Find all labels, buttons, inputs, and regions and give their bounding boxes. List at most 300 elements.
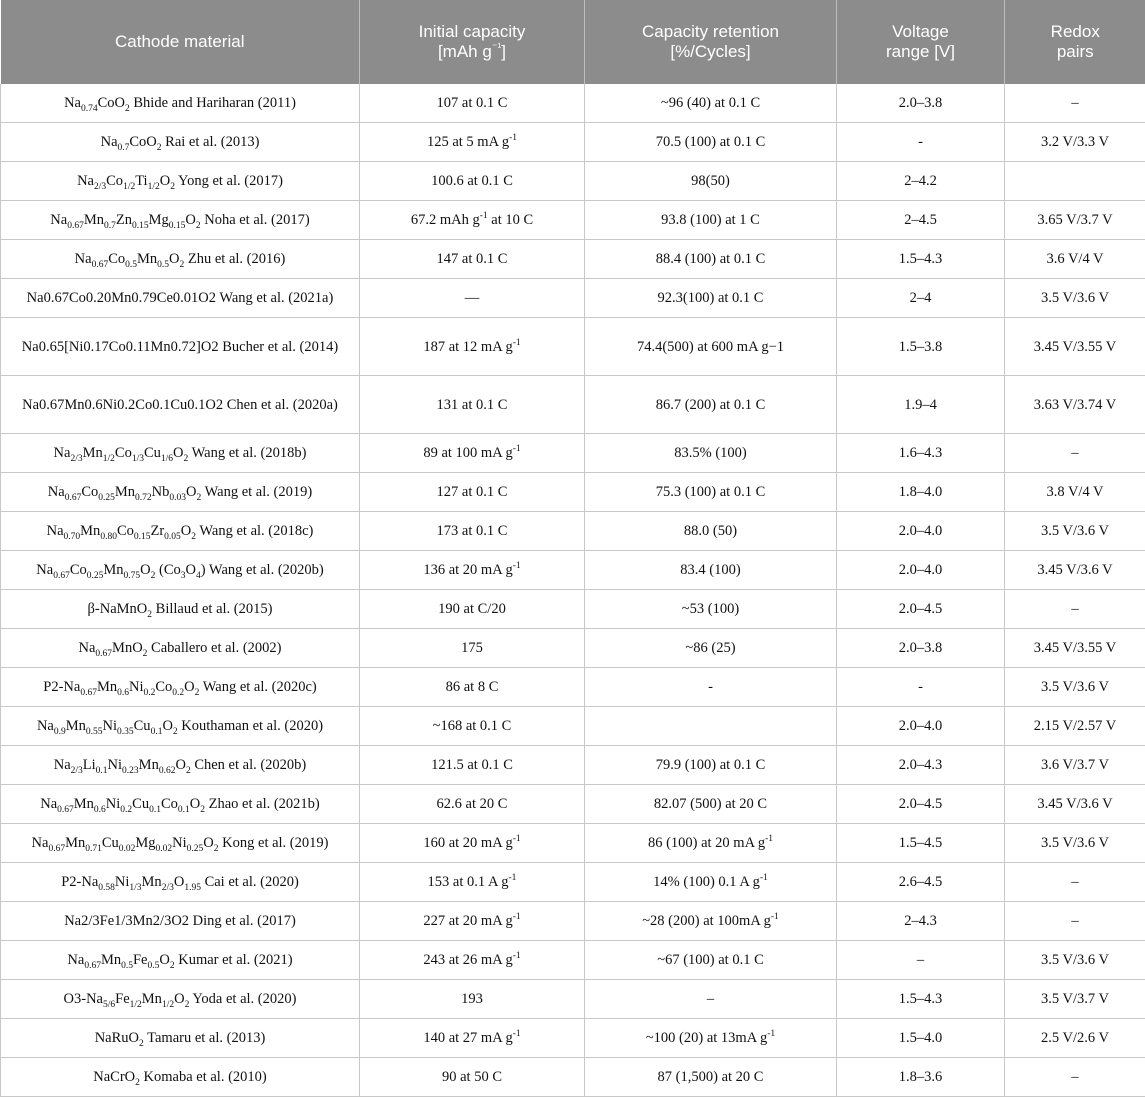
cell-cathode-material-segment: Yoda et al. (2020): [189, 991, 296, 1007]
cell-redox-pairs: 3.5 V/3.6 V: [1005, 512, 1145, 551]
cell-voltage-range: 1.6–4.3: [837, 434, 1005, 473]
cell-cathode-material-segment: Na0.65[Ni0.17Co0.11Mn0.72]O2 Bucher et al. (2014): [22, 339, 338, 355]
cell-cathode-material-segment: Na: [50, 212, 67, 228]
cell-voltage-range: 2.0–3.8: [837, 629, 1005, 668]
cell-initial-capacity: [360, 668, 585, 707]
cell-cathode-material-segment: 0.67: [48, 844, 65, 854]
cell-cathode-material: [1, 279, 360, 318]
cell-cathode-material-segment: O: [159, 952, 169, 968]
cell-initial-capacity: [360, 473, 585, 512]
cell-cathode-material: [1, 376, 360, 434]
cell-cathode-material-segment: 0.25: [98, 493, 115, 503]
cell-cathode-material-segment: 1.95: [184, 883, 201, 893]
cell-cathode-material-segment: 2: [184, 454, 189, 464]
cell-cathode-material-segment: Ni: [108, 757, 123, 773]
cell-cathode-material-segment: Cai et al. (2020): [201, 874, 299, 890]
cell-redox-pairs: 3.45 V/3.55 V: [1005, 318, 1145, 376]
table-row: [1, 785, 1145, 824]
table-row: [1, 240, 1145, 279]
table-row: [1, 629, 1145, 668]
cell-cathode-material-segment: CoO: [129, 134, 156, 150]
cell-capacity-retention: [585, 902, 837, 941]
cell-redox-pairs: –: [1005, 1058, 1145, 1097]
cell-cathode-material: [1, 512, 360, 551]
header-text: Voltage: [892, 22, 949, 41]
header-initial-capacity: [360, 0, 585, 84]
cell-cathode-material-segment: Na: [54, 445, 71, 461]
cell-initial-capacity: [360, 240, 585, 279]
cell-capacity-retention-segment: 86.7 (200) at 0.1 C: [656, 397, 766, 413]
cell-capacity-retention-segment: -1: [767, 1029, 775, 1039]
cell-cathode-material-segment: Cu: [144, 445, 161, 461]
cell-cathode-material: [1, 434, 360, 473]
cell-cathode-material-segment: Mn: [137, 251, 157, 267]
cell-initial-capacity-segment: 173 at 0.1 C: [437, 523, 508, 539]
cell-capacity-retention-segment: 75.3 (100) at 0.1 C: [656, 484, 766, 500]
cell-cathode-material-segment: Fe: [133, 952, 148, 968]
cell-cathode-material-segment: Co: [117, 523, 134, 539]
cell-initial-capacity: [360, 162, 585, 201]
cell-initial-capacity-segment: 187 at 12 mA g: [423, 339, 512, 355]
cell-capacity-retention: [585, 824, 837, 863]
cell-cathode-material-segment: 2/3: [162, 883, 174, 893]
cell-cathode-material: [1, 123, 360, 162]
cell-cathode-material-segment: 2: [200, 805, 205, 815]
cell-cathode-material-segment: Cu: [134, 718, 151, 734]
cell-cathode-material-segment: 2: [197, 493, 202, 503]
cell-initial-capacity: [360, 279, 585, 318]
cell-capacity-retention-segment: ~28 (200) at 100mA g: [642, 913, 771, 929]
cell-cathode-material-segment: 0.2: [143, 688, 155, 698]
cell-cathode-material-segment: 2: [173, 727, 178, 737]
cell-initial-capacity-segment: 175: [461, 640, 483, 656]
cell-redox-pairs: 3.45 V/3.55 V: [1005, 629, 1145, 668]
cell-redox-pairs: 3.65 V/3.7 V: [1005, 201, 1145, 240]
cell-cathode-material-segment: 0.67: [67, 221, 84, 231]
cell-cathode-material-segment: O: [184, 679, 194, 695]
cell-redox-pairs: 3.6 V/3.7 V: [1005, 746, 1145, 785]
cell-cathode-material-segment: 0.67: [65, 493, 82, 503]
cell-cathode-material-segment: P2-Na: [61, 874, 98, 890]
cell-voltage-range: 1.5–4.3: [837, 980, 1005, 1019]
cell-redox-pairs: –: [1005, 84, 1145, 123]
cell-cathode-material-segment: O: [169, 251, 179, 267]
cell-cathode-material-segment: Noha et al. (2017): [201, 212, 310, 228]
cell-cathode-material-segment: Co: [161, 796, 178, 812]
cell-cathode-material-segment: 1/2: [148, 182, 160, 192]
cell-capacity-retention: [585, 785, 837, 824]
cell-capacity-retention-segment: –: [707, 991, 714, 1007]
cell-cathode-material: [1, 902, 360, 941]
table-header: [1, 0, 1145, 84]
cell-capacity-retention: [585, 980, 837, 1019]
cell-cathode-material-segment: Na: [32, 835, 49, 851]
cell-cathode-material-segment: 1/3: [132, 454, 144, 464]
cell-cathode-material-segment: Na: [36, 562, 53, 578]
header-text: range [V]: [886, 42, 955, 61]
table-row: [1, 902, 1145, 941]
cell-initial-capacity-segment: 243 at 26 mA g: [423, 952, 512, 968]
cell-voltage-range: 2.6–4.5: [837, 863, 1005, 902]
cell-cathode-material: [1, 629, 360, 668]
cell-cathode-material-segment: Na2/3Fe1/3Mn2/3O2 Ding et al. (2017): [64, 913, 296, 929]
cell-voltage-range: 2–4: [837, 279, 1005, 318]
cell-capacity-retention: [585, 863, 837, 902]
cell-cathode-material-segment: 0.7: [104, 221, 116, 231]
cell-initial-capacity-segment: -1: [513, 444, 521, 454]
cell-initial-capacity-segment: 62.6 at 20 C: [437, 796, 508, 812]
cell-cathode-material-segment: Mn: [97, 679, 117, 695]
cell-cathode-material-segment: 2: [125, 104, 130, 114]
cell-cathode-material-segment: 2: [170, 182, 175, 192]
cell-capacity-retention-segment: -1: [760, 873, 768, 883]
table-row: [1, 162, 1145, 201]
cell-cathode-material-segment: Ni: [115, 874, 130, 890]
cell-cathode-material-segment: NaCrO: [93, 1069, 135, 1085]
cell-cathode-material: [1, 707, 360, 746]
cell-voltage-range: 1.9–4: [837, 376, 1005, 434]
cell-cathode-material-segment: 2: [185, 1000, 190, 1010]
cell-capacity-retention: [585, 123, 837, 162]
cell-cathode-material-segment: Mn: [101, 952, 121, 968]
cell-cathode-material-segment: 0.2: [120, 805, 132, 815]
cell-cathode-material-segment: Na: [77, 173, 94, 189]
cell-cathode-material-segment: 2: [139, 1039, 144, 1049]
header-text: Cathode material: [115, 32, 244, 51]
table-row: [1, 1019, 1145, 1058]
cell-voltage-range: 2–4.5: [837, 201, 1005, 240]
cell-cathode-material-segment: 0.02: [156, 844, 173, 854]
cell-cathode-material-segment: 0.15: [132, 221, 149, 231]
cell-initial-capacity: [360, 746, 585, 785]
cell-initial-capacity-segment: ~168 at 0.1 C: [433, 718, 512, 734]
cell-voltage-range: -: [837, 668, 1005, 707]
cell-cathode-material-segment: 2: [180, 260, 185, 270]
cell-initial-capacity-segment: 131 at 0.1 C: [437, 397, 508, 413]
cell-cathode-material-segment: 0.62: [159, 766, 176, 776]
cell-capacity-retention: [585, 473, 837, 512]
cell-cathode-material-segment: 2/3: [71, 766, 83, 776]
cell-cathode-material-segment: Kumar et al. (2021): [175, 952, 293, 968]
cell-voltage-range: 1.8–3.6: [837, 1058, 1005, 1097]
cell-cathode-material-segment: 0.1: [151, 727, 163, 737]
cell-cathode-material-segment: 5/6: [103, 1000, 115, 1010]
cell-initial-capacity-segment: 136 at 20 mA g: [423, 562, 512, 578]
cell-cathode-material-segment: 3: [181, 571, 186, 581]
cell-cathode-material: [1, 863, 360, 902]
cell-initial-capacity: [360, 863, 585, 902]
cell-initial-capacity-segment: 121.5 at 0.1 C: [431, 757, 513, 773]
cell-capacity-retention: [585, 746, 837, 785]
cell-cathode-material: [1, 162, 360, 201]
cell-cathode-material-segment: 1/2: [103, 454, 115, 464]
table-row: [1, 279, 1145, 318]
cell-initial-capacity-segment: 153 at 0.1 A g: [428, 874, 509, 890]
cell-cathode-material-segment: 0.6: [94, 805, 106, 815]
cell-cathode-material-segment: 0.5: [125, 260, 137, 270]
cell-cathode-material: [1, 980, 360, 1019]
cell-redox-pairs: 3.5 V/3.6 V: [1005, 279, 1145, 318]
cell-capacity-retention: [585, 1019, 837, 1058]
cell-initial-capacity-segment: -1: [509, 873, 517, 883]
cell-initial-capacity-segment: 125 at 5 mA g: [427, 134, 509, 150]
cell-initial-capacity-segment: -1: [513, 834, 521, 844]
cell-initial-capacity: [360, 824, 585, 863]
header-text: [mAh g: [438, 42, 492, 61]
header-text: [%/Cycles]: [670, 42, 750, 61]
cell-cathode-material-segment: 1/2: [130, 1000, 142, 1010]
cell-cathode-material-segment: Co: [81, 484, 98, 500]
cell-capacity-retention-segment: -: [708, 679, 713, 695]
cell-cathode-material-segment: Mg: [135, 835, 155, 851]
cell-capacity-retention-segment: 88.0 (50): [684, 523, 737, 539]
table-row: [1, 434, 1145, 473]
cell-cathode-material-segment: 0.1: [149, 805, 161, 815]
cell-cathode-material-segment: P2-Na: [43, 679, 80, 695]
cell-initial-capacity-segment: 86 at 8 C: [446, 679, 499, 695]
cell-cathode-material: [1, 746, 360, 785]
cell-initial-capacity-segment: -1: [513, 561, 521, 571]
cell-cathode-material-segment: Na: [54, 757, 71, 773]
cell-cathode-material-segment: Tamaru et al. (2013): [144, 1030, 266, 1046]
cell-cathode-material-segment: 0.71: [85, 844, 102, 854]
cell-capacity-retention: [585, 162, 837, 201]
cell-cathode-material-segment: O: [140, 562, 150, 578]
cell-redox-pairs: –: [1005, 902, 1145, 941]
cell-cathode-material-segment: Na: [101, 134, 118, 150]
cell-cathode-material-segment: Kong et al. (2019): [219, 835, 329, 851]
cell-cathode-material-segment: 0.80: [100, 532, 117, 542]
cell-cathode-material-segment: Zhao et al. (2021b): [205, 796, 320, 812]
cell-cathode-material-segment: Zhu et al. (2016): [184, 251, 285, 267]
cell-initial-capacity: [360, 318, 585, 376]
cell-cathode-material-segment: Mn: [84, 212, 104, 228]
cell-cathode-material-segment: Cu: [102, 835, 119, 851]
cell-cathode-material-segment: 2/3: [94, 182, 106, 192]
cell-cathode-material-segment: Li: [83, 757, 96, 773]
table-row: [1, 824, 1145, 863]
cell-initial-capacity: [360, 941, 585, 980]
cell-capacity-retention: [585, 512, 837, 551]
cell-cathode-material-segment: Co: [106, 173, 123, 189]
cell-voltage-range: 2.0–4.0: [837, 707, 1005, 746]
cell-initial-capacity: [360, 551, 585, 590]
cell-cathode-material-segment: 2: [170, 961, 175, 971]
cell-capacity-retention: [585, 668, 837, 707]
cell-capacity-retention-segment: ~53 (100): [682, 601, 739, 617]
cell-cathode-material-segment: 2: [191, 532, 196, 542]
cell-cathode-material-segment: Zr: [150, 523, 164, 539]
cell-voltage-range: 2.0–4.0: [837, 512, 1005, 551]
cell-initial-capacity-segment: 227 at 20 mA g: [423, 913, 512, 929]
cell-cathode-material-segment: 2: [195, 688, 200, 698]
cell-cathode-material-segment: 0.25: [187, 844, 204, 854]
cell-cathode-material-segment: Mn: [142, 874, 162, 890]
cell-cathode-material-segment: 2: [151, 571, 156, 581]
cell-cathode-material-segment: 0.58: [98, 883, 115, 893]
cell-cathode-material-segment: NaRuO: [95, 1030, 139, 1046]
cell-cathode-material-segment: Wang et al. (2019): [201, 484, 312, 500]
cell-capacity-retention: [585, 240, 837, 279]
cell-voltage-range: 2.0–4.3: [837, 746, 1005, 785]
table-row: [1, 318, 1145, 376]
cell-cathode-material-segment: 2/3: [70, 454, 82, 464]
cell-cathode-material-segment: Na: [40, 796, 57, 812]
cell-cathode-material-segment: β-NaMnO: [88, 601, 148, 617]
cell-cathode-material-segment: Mg: [149, 212, 169, 228]
cell-cathode-material: [1, 824, 360, 863]
cell-cathode-material-segment: O: [174, 991, 184, 1007]
cell-initial-capacity: [360, 123, 585, 162]
cell-cathode-material-segment: Ni: [129, 679, 144, 695]
cell-capacity-retention-segment: 70.5 (100) at 0.1 C: [656, 134, 766, 150]
table-row: [1, 980, 1145, 1019]
table-row: [1, 746, 1145, 785]
cell-cathode-material-segment: CoO: [98, 95, 125, 111]
cell-cathode-material-segment: ) Wang et al. (2020b): [201, 562, 324, 578]
cell-capacity-retention-segment: 14% (100) 0.1 A g: [653, 874, 760, 890]
cell-voltage-range: 1.5–4.0: [837, 1019, 1005, 1058]
cell-voltage-range: 1.5–4.3: [837, 240, 1005, 279]
table-row: [1, 201, 1145, 240]
cell-voltage-range: 2.0–4.0: [837, 551, 1005, 590]
cell-cathode-material-segment: 0.5: [147, 961, 159, 971]
cell-cathode-material-segment: O: [203, 835, 213, 851]
cell-cathode-material-segment: Wang et al. (2018b): [188, 445, 306, 461]
cell-redox-pairs: –: [1005, 863, 1145, 902]
cell-initial-capacity: [360, 1019, 585, 1058]
cell-cathode-material-segment: Billaud et al. (2015): [152, 601, 272, 617]
cell-cathode-material-segment: Na: [48, 484, 65, 500]
cell-redox-pairs: 2.5 V/2.6 V: [1005, 1019, 1145, 1058]
cell-cathode-material-segment: Bhide and Hariharan (2011): [130, 95, 296, 111]
cell-cathode-material: [1, 1058, 360, 1097]
cell-cathode-material-segment: 0.7: [118, 143, 130, 153]
cell-cathode-material-segment: Na: [67, 952, 84, 968]
cell-cathode-material-segment: Mn: [80, 523, 100, 539]
cell-cathode-material-segment: Zn: [116, 212, 132, 228]
cell-cathode-material-segment: 2: [157, 143, 162, 153]
cell-cathode-material: [1, 473, 360, 512]
cell-capacity-retention-segment: 92.3(100) at 0.1 C: [658, 290, 764, 306]
cell-cathode-material-segment: Kouthaman et al. (2020): [178, 718, 323, 734]
cell-initial-capacity-segment: 107 at 0.1 C: [437, 95, 508, 111]
cell-initial-capacity: [360, 512, 585, 551]
header-cathode-material: [1, 0, 360, 84]
cell-cathode-material-segment: 0.67: [53, 571, 70, 581]
cell-capacity-retention: [585, 434, 837, 473]
cell-voltage-range: 2–4.3: [837, 902, 1005, 941]
cell-cathode-material-segment: 0.15: [169, 221, 186, 231]
table-row: [1, 941, 1145, 980]
cell-cathode-material-segment: MnO: [112, 640, 143, 656]
cell-cathode-material-segment: Ti: [135, 173, 147, 189]
header-text: ]: [501, 42, 506, 61]
cell-initial-capacity-segment: 140 at 27 mA g: [423, 1030, 512, 1046]
header-text: Initial capacity: [419, 22, 526, 41]
cell-cathode-material-segment: Ni: [106, 796, 121, 812]
cell-cathode-material-segment: Co: [155, 679, 172, 695]
cell-cathode-material-segment: O: [185, 212, 195, 228]
cell-initial-capacity-segment: -1: [513, 912, 521, 922]
cell-cathode-material-segment: 0.55: [86, 727, 103, 737]
header-text: Capacity retention: [642, 22, 779, 41]
cell-redox-pairs: 3.63 V/3.74 V: [1005, 376, 1145, 434]
cell-capacity-retention-segment: 93.8 (100) at 1 C: [661, 212, 760, 228]
cell-cathode-material-segment: 0.67: [84, 961, 101, 971]
cell-initial-capacity-segment: 100.6 at 0.1 C: [431, 173, 513, 189]
cell-cathode-material-segment: 2: [196, 221, 201, 231]
cell-cathode-material: [1, 590, 360, 629]
header-superscript: ⁻¹: [492, 41, 501, 53]
cell-initial-capacity-segment: at 10 C: [488, 212, 534, 228]
cell-capacity-retention-segment: 74.4(500) at 600 mA g−1: [637, 339, 784, 355]
cell-cathode-material-segment: 0.6: [117, 688, 129, 698]
cell-cathode-material-segment: Mn: [115, 484, 135, 500]
cell-cathode-material-segment: 0.67: [57, 805, 74, 815]
cell-voltage-range: -: [837, 123, 1005, 162]
cell-cathode-material-segment: Fe: [115, 991, 130, 1007]
cell-initial-capacity: [360, 785, 585, 824]
header-row: [1, 0, 1145, 84]
cell-cathode-material: [1, 1019, 360, 1058]
cell-cathode-material-segment: Caballero et al. (2002): [147, 640, 281, 656]
table-row: [1, 668, 1145, 707]
cell-redox-pairs: –: [1005, 590, 1145, 629]
cell-cathode-material-segment: 1/2: [123, 182, 135, 192]
cell-capacity-retention-segment: 98(50): [691, 173, 730, 189]
table-row: [1, 707, 1145, 746]
cell-cathode-material: [1, 941, 360, 980]
cell-initial-capacity: [360, 707, 585, 746]
table-row: [1, 376, 1145, 434]
cell-redox-pairs: 3.5 V/3.7 V: [1005, 980, 1145, 1019]
cell-voltage-range: 2.0–4.5: [837, 785, 1005, 824]
cell-redox-pairs: [1005, 162, 1145, 201]
table-row: [1, 473, 1145, 512]
cell-cathode-material: [1, 551, 360, 590]
cell-cathode-material-segment: 0.1: [178, 805, 190, 815]
cell-cathode-material-segment: 2: [186, 766, 191, 776]
cell-cathode-material-segment: O: [173, 445, 183, 461]
cell-initial-capacity-segment: -1: [513, 951, 521, 961]
cell-cathode-material-segment: O: [186, 484, 196, 500]
cell-capacity-retention-segment: -1: [765, 834, 773, 844]
cell-cathode-material-segment: 0.1: [96, 766, 108, 776]
cell-capacity-retention: [585, 629, 837, 668]
cell-cathode-material-segment: Mn: [142, 991, 162, 1007]
cell-initial-capacity: [360, 434, 585, 473]
cell-capacity-retention: [585, 84, 837, 123]
cell-capacity-retention-segment: ~100 (20) at 13mA g: [646, 1030, 767, 1046]
cell-cathode-material-segment: 0.35: [117, 727, 134, 737]
cell-cathode-material-segment: Co: [115, 445, 132, 461]
cell-cathode-material-segment: 0.9: [54, 727, 66, 737]
cell-initial-capacity-segment: 127 at 0.1 C: [437, 484, 508, 500]
cell-cathode-material: [1, 201, 360, 240]
cell-capacity-retention-segment: ~67 (100) at 0.1 C: [657, 952, 764, 968]
cell-cathode-material-segment: Mn: [139, 757, 159, 773]
cell-voltage-range: 2–4.2: [837, 162, 1005, 201]
cell-initial-capacity-segment: 147 at 0.1 C: [437, 251, 508, 267]
cell-cathode-material-segment: 2: [143, 649, 148, 659]
cell-redox-pairs: 3.45 V/3.6 V: [1005, 785, 1145, 824]
cell-cathode-material-segment: Na: [64, 95, 81, 111]
cell-capacity-retention-segment: 88.4 (100) at 0.1 C: [656, 251, 766, 267]
cell-cathode-material-segment: 0.23: [122, 766, 139, 776]
cell-initial-capacity-segment: -1: [513, 1029, 521, 1039]
cell-redox-pairs: 3.8 V/4 V: [1005, 473, 1145, 512]
